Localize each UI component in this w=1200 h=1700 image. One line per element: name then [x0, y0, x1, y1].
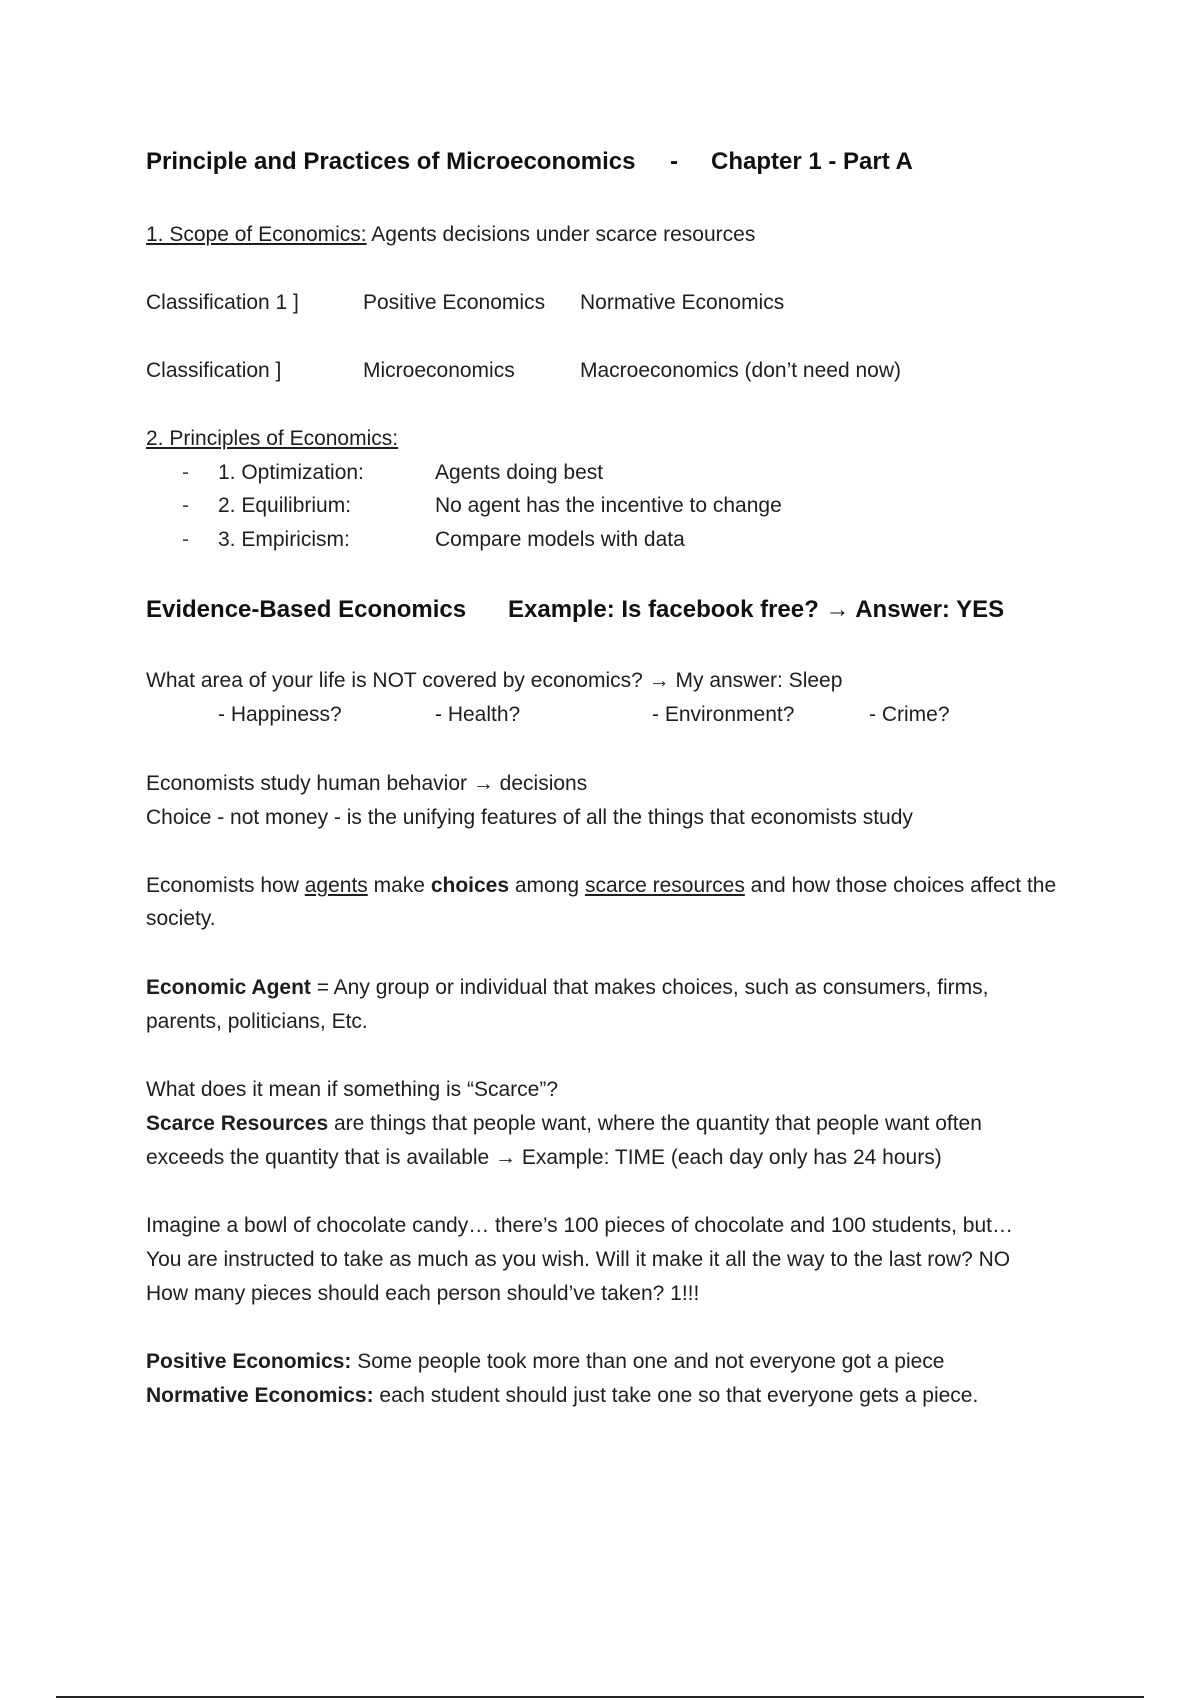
option-item: - Environment? [652, 703, 795, 726]
definition-line-2: society. [146, 907, 216, 930]
term-economic-agent: Economic Agent [146, 976, 311, 999]
list-bullet: - [182, 494, 189, 517]
principle-name: 2. Equilibrium: [218, 494, 352, 517]
definition-text: among [509, 874, 585, 897]
scope-text: Agents decisions under scarce resources [366, 223, 756, 246]
term-scarce-resources-bold: Scarce Resources [146, 1112, 329, 1135]
definition-text: make [367, 874, 431, 897]
option-item: - Crime? [869, 703, 950, 726]
study-line-2: Choice - not money - is the unifying features of all the things that economists study [146, 806, 913, 829]
classification-2-col1: Microeconomics [363, 359, 515, 382]
positive-text: Some people took more than one and not everyone got a piece [351, 1350, 945, 1373]
bottom-rule [56, 1696, 1144, 1698]
principle-desc: Compare models with data [435, 528, 685, 551]
scarce-question: What does it mean if something is “Scarce”? [146, 1078, 559, 1101]
option-item: - Health? [435, 703, 521, 726]
definition-text: Economists how [146, 874, 305, 897]
classification-1-col1: Positive Economics [363, 291, 546, 314]
term-scarce-resources: scarce resources [584, 874, 745, 897]
candy-line-2: You are instructed to take as much as you wish. Will it make it all the way to the last row? NO [146, 1248, 1011, 1271]
normative-line [146, 1383, 978, 1409]
title-separator: - [670, 148, 678, 175]
classification-1-label: Classification 1 ] [146, 291, 299, 314]
evidence-heading: Evidence-Based Economics [146, 596, 467, 623]
evidence-example: Example: Is facebook free? → Answer: YES [508, 596, 1005, 623]
scarce-definition: are things that people want, where the quantity that people want often [328, 1112, 982, 1135]
scarce-line-2: exceeds the quantity that is available → Example: TIME (each day only has 24 hours) [146, 1146, 942, 1169]
coverage-question: What area of your life is NOT covered by economics? → My answer: Sleep [146, 669, 843, 692]
study-line-1: Economists study human behavior → decisions [146, 772, 588, 795]
classification-2-label: Classification ] [146, 359, 282, 382]
definition-text: and how those choices affect the [744, 874, 1057, 897]
classification-2-col2: Macroeconomics (don’t need now) [580, 359, 901, 382]
candy-line-1: Imagine a bowl of chocolate candy… there’s 100 pieces of chocolate and 100 students, but… [146, 1214, 1013, 1237]
principles-heading: 2. Principles of Economics: [146, 427, 399, 450]
scope-line [146, 222, 755, 248]
candy-line-3: How many pieces should each person should’ve taken? 1!!! [146, 1282, 700, 1305]
option-item: - Happiness? [218, 703, 342, 726]
scope-heading: 1. Scope of Economics: [146, 223, 367, 246]
positive-line [146, 1349, 944, 1375]
chapter-label: Chapter 1 - Part A [711, 148, 913, 175]
principle-desc: No agent has the incentive to change [435, 494, 782, 517]
definition-line-1 [146, 873, 1056, 899]
list-bullet: - [182, 528, 189, 551]
agent-line-2: parents, politicians, Etc. [146, 1010, 368, 1033]
agent-definition: = Any group or individual that makes choices, such as consumers, firms, [310, 976, 989, 999]
principle-name: 1. Optimization: [218, 461, 364, 484]
term-agents: agents [304, 874, 368, 897]
page-title: Principle and Practices of Microeconomics [146, 148, 636, 175]
term-positive-economics: Positive Economics: [146, 1350, 352, 1373]
scarce-line-1 [146, 1111, 982, 1137]
normative-text: each student should just take one so that everyone gets a piece. [373, 1384, 979, 1407]
principle-name: 3. Empiricism: [218, 528, 350, 551]
list-bullet: - [182, 461, 189, 484]
agent-line-1 [146, 975, 988, 1001]
term-choices: choices [430, 874, 510, 897]
principle-desc: Agents doing best [435, 461, 604, 484]
classification-1-col2: Normative Economics [580, 291, 785, 314]
term-normative-economics: Normative Economics: [146, 1384, 374, 1407]
